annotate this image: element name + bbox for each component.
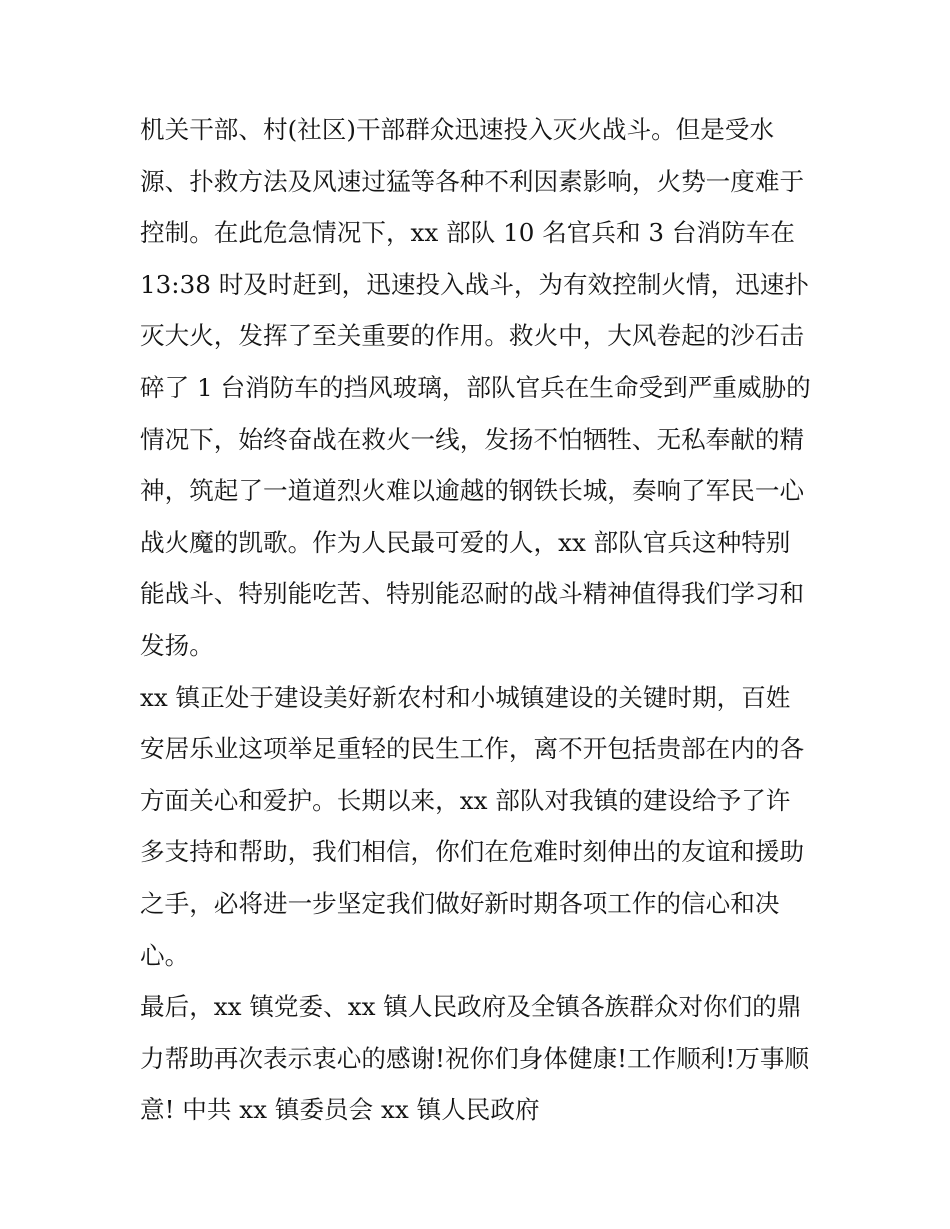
text-line: 心。 [140, 940, 190, 970]
text-line: 控制。在此危急情况下，xx 部队 10 名官兵和 3 台消防车在 [140, 218, 795, 248]
text-line: 战火魔的凯歌。作为人民最可爱的人，xx 部队官兵这种特别 [140, 527, 791, 557]
text-line: 13:38 时及时赶到，迅速投入战斗，为有效控制火情，迅速扑 [140, 269, 809, 299]
signature-line: 意! 中共 xx 镇委员会 xx 镇人民政府 [140, 1095, 540, 1125]
text-line: 多支持和帮助，我们相信，你们在危难时刻伸出的友谊和援助 [140, 837, 805, 867]
text-line: 发扬。 [140, 630, 214, 660]
text-line: 碎了 1 台消防车的挡风玻璃，部队官兵在生命受到严重威胁的 [140, 372, 811, 402]
text-line: 之手，必将进一步坚定我们做好新时期各项工作的信心和决 [140, 888, 780, 918]
paragraph-closing-thanks [140, 981, 820, 1136]
text-line: 神，筑起了一道道烈火难以逾越的钢铁长城，奏响了军民一心 [140, 476, 805, 506]
letter-body [140, 104, 820, 1136]
text-line: 力帮助再次表示衷心的感谢!祝你们身体健康!工作顺利!万事顺 [140, 1043, 810, 1073]
text-line: 情况下，始终奋战在救火一线，发扬不怕牺牲、无私奉献的精 [140, 424, 805, 454]
text-line: 灭大火，发挥了至关重要的作用。救火中，大风卷起的沙石击 [140, 321, 805, 351]
text-line: 能战斗、特别能吃苦、特别能忍耐的战斗精神值得我们学习和 [140, 579, 805, 609]
text-line: 机关干部、村(社区)干部群众迅速投入灭火战斗。但是受水 [140, 115, 775, 144]
paragraph-town-development [140, 672, 820, 982]
text-line: 方面关心和爱护。长期以来，xx 部队对我镇的建设给予了许 [140, 785, 791, 815]
text-line: 安居乐业这项举足重轻的民生工作，离不开包括贵部在内的各 [140, 734, 805, 764]
paragraph-firefighting-account [140, 104, 820, 672]
text-line: 源、扑救方法及风速过猛等各种不利因素影响，火势一度难于 [140, 166, 805, 196]
text-line: xx 镇正处于建设美好新农村和小城镇建设的关键时期，百姓 [140, 682, 791, 712]
text-line: 最后，xx 镇党委、xx 镇人民政府及全镇各族群众对你们的鼎 [140, 992, 802, 1022]
